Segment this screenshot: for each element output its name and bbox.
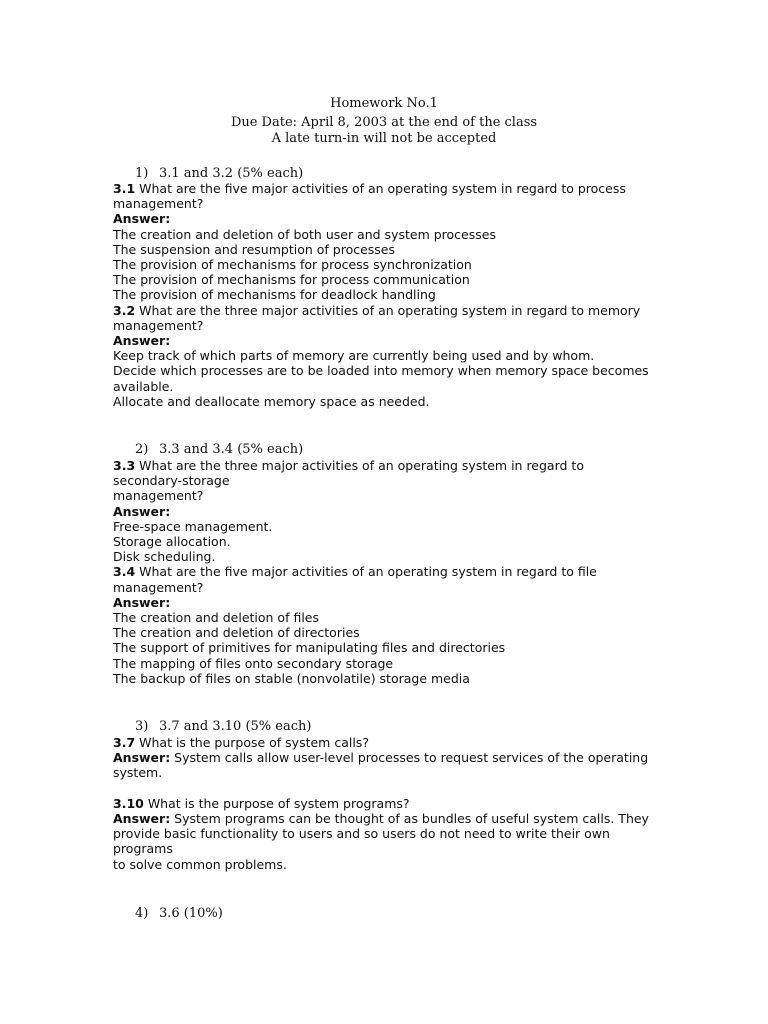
answer-line: The mapping of files onto secondary storage <box>113 655 394 671</box>
answer-line: available. <box>113 378 174 394</box>
section-2-body <box>113 458 658 686</box>
section-2-heading <box>135 441 303 458</box>
answer-line: Keep track of which parts of memory are currently being used and by whom. <box>113 348 595 364</box>
answer-label: Answer: <box>113 211 171 227</box>
question-3-3 <box>113 458 658 473</box>
section-number: 4) <box>135 906 149 921</box>
answer-label: Answer: <box>113 750 171 766</box>
question-text-cont: management? <box>113 196 204 212</box>
answer-text-cont: programs <box>113 841 173 857</box>
question-number: 3.7 <box>113 735 136 750</box>
answer-line: The backup of files on stable (nonvolatile) storage media <box>113 670 470 686</box>
answer-line: The creation and deletion of directories <box>113 625 360 641</box>
late-notice: A late turn-in will not be accepted <box>271 131 497 146</box>
homework-title: Homework No.1 <box>330 96 438 111</box>
section-3-heading <box>135 718 311 735</box>
answer-text: System calls allow user-level processes to request services of the operating <box>170 750 649 766</box>
section-number: 1) <box>135 166 149 181</box>
question-text: What are the five major activities of an operating system in regard to process <box>135 181 626 196</box>
question-text: What is the purpose of system programs? <box>143 795 410 811</box>
question-3-4 <box>113 564 658 579</box>
question-text-cont: management? <box>113 317 204 333</box>
answer-line: Storage allocation. <box>113 534 231 550</box>
answer-text-cont: provide basic functionality to users and so users do not need to write their own <box>113 826 610 842</box>
answer-line: Allocate and deallocate memory space as needed. <box>113 393 430 409</box>
answer-line: The suspension and resumption of processes <box>113 241 396 257</box>
question-text-cont: secondary-storage <box>113 473 230 489</box>
section-3-body <box>113 735 658 872</box>
section-number: 2) <box>135 442 149 457</box>
answer-text-cont: to solve common problems. <box>113 856 287 872</box>
answer-text: System programs can be thought of as bundles of useful system calls. They <box>170 811 649 826</box>
question-number: 3.2 <box>113 302 136 318</box>
answer-3-10 <box>113 811 658 826</box>
section-1-heading <box>135 165 303 182</box>
answer-label: Answer: <box>113 333 171 349</box>
answer-line: Free-space management. <box>113 518 273 534</box>
question-text: What is the purpose of system calls? <box>135 735 369 750</box>
question-text: What are the five major activities of an operating system in regard to file <box>135 564 597 580</box>
question-3-10 <box>113 796 658 811</box>
question-3-7 <box>113 735 658 750</box>
answer-line: Decide which processes are to be loaded into memory when memory space becomes <box>113 363 649 379</box>
section-title: 3.3 and 3.4 (5% each) <box>159 442 304 457</box>
due-date: Due Date: April 8, 2003 at the end of the class <box>230 115 538 130</box>
question-text: What are the three major activities of an operating system in regard to <box>135 458 584 473</box>
answer-label: Answer: <box>113 811 171 826</box>
question-3-2 <box>113 303 658 318</box>
answer-line: The creation and deletion of both user and system processes <box>113 226 496 242</box>
answer-line: The support of primitives for manipulating files and directories <box>113 640 506 656</box>
section-4-heading <box>135 905 223 922</box>
section-title: 3.7 and 3.10 (5% each) <box>159 719 312 734</box>
question-text-cont: management? <box>113 488 204 504</box>
section-title: 3.1 and 3.2 (5% each) <box>159 166 304 181</box>
answer-label: Answer: <box>113 594 171 610</box>
answer-line: The provision of mechanisms for deadlock handling <box>113 287 436 303</box>
answer-line: Disk scheduling. <box>113 549 216 565</box>
answer-line: The provision of mechanisms for process communication <box>113 272 470 288</box>
question-number: 3.10 <box>113 795 144 811</box>
question-text: What are the three major activities of an operating system in regard to memory <box>135 302 641 318</box>
answer-line: The creation and deletion of files <box>113 610 319 626</box>
question-text-cont: management? <box>113 579 204 595</box>
answer-label: Answer: <box>113 503 171 519</box>
answer-text-cont: system. <box>113 765 163 781</box>
question-number: 3.1 <box>113 181 136 196</box>
section-title: 3.6 (10%) <box>159 906 223 921</box>
blank-line <box>113 781 658 796</box>
question-3-1 <box>113 181 658 196</box>
section-1-body <box>113 181 658 409</box>
answer-3-7 <box>113 750 658 765</box>
answer-line: The provision of mechanisms for process synchronization <box>113 257 472 273</box>
question-number: 3.4 <box>113 564 136 580</box>
question-number: 3.3 <box>113 458 136 473</box>
section-number: 3) <box>135 719 149 734</box>
